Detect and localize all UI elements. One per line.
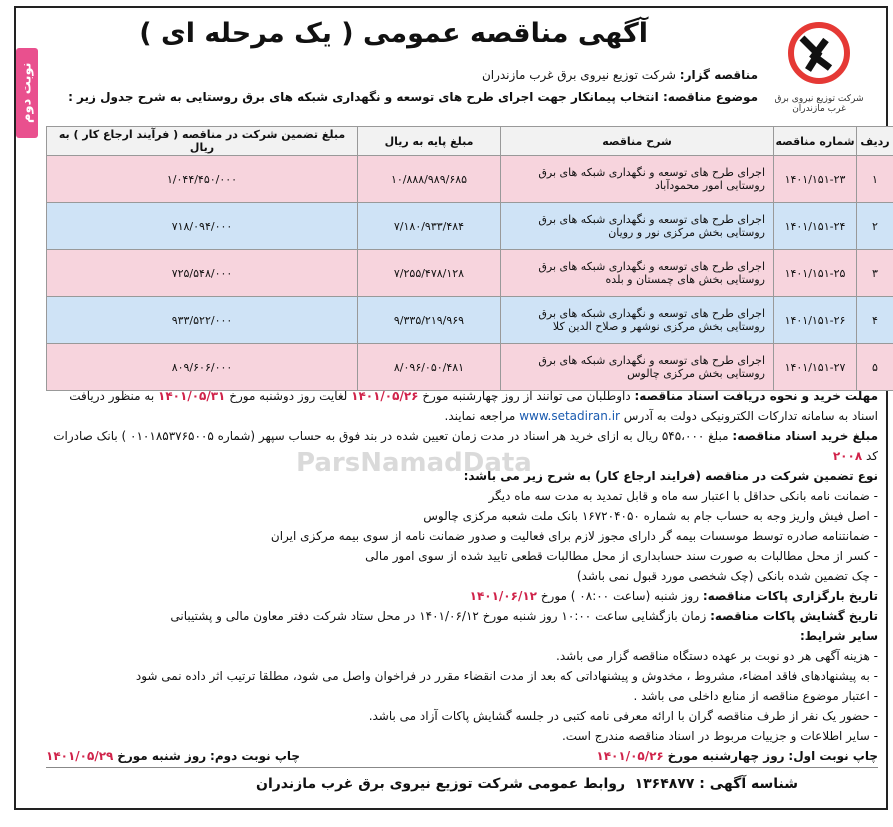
open-date: تاریخ گشایش پاکات مناقصه: زمان بازگشایی ساعت ۱۰:۰۰ روز شنبه مورخ ۱۴۰۱/۰۶/۱۲ در محل ستاد شرکت دفتر معاون مالی و پشتیبانی — [170, 609, 878, 623]
list-item: - اعتبار موضوع مناقصه از منابع داخلی می باشد . — [633, 689, 878, 703]
watermark: ParsNamadData — [296, 448, 532, 478]
table-row: ۴ ۱۴۰۱/۱۵۱-۲۶ اجرای طرح های توسعه و نگهداری شبکه های برق روستایی بخش مرکزی نوشهر و صلاح الدین کلا ۹/۳۳۵/۲۱۹/۹۶۹ ۹۳۳/۵۲۲/۰۰۰ — [47, 297, 893, 344]
tender-notice — [14, 6, 888, 810]
col-number: شماره مناقصه — [774, 127, 857, 156]
list-item: - ضمانت نامه بانکی حداقل با اعتبار سه ماه و قابل تمدید به مدت سه ماه دیگر — [488, 489, 878, 503]
lightning-logo-icon — [784, 18, 854, 88]
public-relations: روابط عمومی شرکت توزیع نیروی برق غرب مازندران — [256, 776, 626, 792]
notice-body — [46, 386, 878, 766]
list-item: - چک تضمین شده بانکی (چک شخصی مورد قبول نمی باشد) — [576, 569, 878, 583]
deliver-date: تاریخ بارگزاری پاکات مناقصه: روز شنبه (ساعت ۰۸:۰۰ ) مورخ ۱۴۰۱/۰۶/۱۲ — [469, 589, 878, 603]
tender-table — [46, 126, 893, 391]
col-base-amount: مبلغ پایه به ریال — [358, 127, 501, 156]
notice-footer — [46, 767, 878, 802]
subject-line: موضوع مناقصه: انتخاب پیمانکار جهت اجرای طرح های توسعه و نگهداری شبکه های برق روستایی به شرح جدول زیر : — [68, 90, 758, 104]
guarantee-heading: نوع تضمین شرکت در مناقصه (فرایند ارجاع کار) به شرح زیر می باشد: — [463, 469, 878, 483]
ad-id: شناسه آگهی : ۱۳۶۴۸۷۷ — [634, 776, 798, 792]
list-item: - هزینه آگهی هر دو نوبت بر عهده دستگاه مناقصه گزار می باشد. — [556, 649, 878, 663]
other-conditions-heading: سایر شرایط: — [800, 629, 878, 643]
col-row: ردیف — [857, 127, 893, 156]
purchase-amount: مبلغ خرید اسناد مناقصه: مبلغ ۵۴۵،۰۰۰ ریال به ازای خرید هر اسناد در مدت زمان تعیین شده در بند فوق به حساب سپهر (شماره ۰۱۰۱۸۵۳۷۶۵۰۰۵ ) بانک صادرات کد ۲۰۰۸ — [53, 429, 878, 463]
list-item: - کسر از محل مطالبات به صورت سند حسابداری از محل مطالبات قطعی تایید شده از سوی امور مالی — [365, 549, 878, 563]
table-row: ۱ ۱۴۰۱/۱۵۱-۲۳ اجرای طرح های توسعه و نگهداری شبکه های برق روستایی امور محمودآباد ۱۰/۸۸۸/۹۸۹/۶۸۵ ۱/۰۴۴/۴۵۰/۰۰۰ — [47, 156, 893, 203]
issuer-line: مناقصه گزار: شرکت توزیع نیروی برق غرب مازندران — [481, 68, 758, 82]
print-dates: چاپ نوبت اول: روز چهارشنبه مورخ ۱۴۰۱/۰۵/۲۶ چاپ نوبت دوم: روز شنبه مورخ ۱۴۰۱/۰۵/۲۹ — [46, 749, 878, 763]
list-item: - ضمانتنامه صادره توسط موسسات بیمه گر دارای مجوز لازم برای فعالیت و صدور ضمانت نامه از سوی بیمه مرکزی ایران — [270, 529, 878, 543]
list-item: - به پیشنهادهای فاقد امضاء، مشروط ، مخدوش و پیشنهاداتی که بعد از مدت انقضاء مقرر در فراخوان واصل می شود، مطلقا ترتیب اثر داده نمی شود — [135, 669, 878, 683]
second-print-tag: نوبت دوم — [16, 48, 38, 138]
col-description: شرح مناقصه — [501, 127, 774, 156]
list-item: - سایر اطلاعات و جزییات مربوط در اسناد مناقصه مندرج است. — [561, 729, 878, 743]
notice-title: آگهی مناقصه عمومی ( یک مرحله ای ) — [139, 18, 648, 49]
purchase-deadline: مهلت خرید و نحوه دریافت اسناد مناقصه: داوطلبان می توانند از روز چهارشنبه مورخ ۱۴۰۱/۰۵/۲۶ لغایت روز دوشنبه مورخ ۱۴۰۱/۰۵/۳۱ به منظور دریافت اسناد به سامانه تدارکات الکترونیکی دولت به آدرس www.setadiran.ir مراجعه نمایند. — [69, 389, 878, 423]
table-row: ۲ ۱۴۰۱/۱۵۱-۲۴ اجرای طرح های توسعه و نگهداری شبکه های برق روستایی بخش مرکزی نور و رویان ۷/۱۸۰/۹۳۳/۴۸۴ ۷۱۸/۰۹۴/۰۰۰ — [47, 203, 893, 250]
logo-caption: شرکت توزیع نیروی برق غرب مازندران — [774, 94, 864, 114]
company-logo — [764, 18, 874, 118]
list-item: - اصل فیش واریز وجه به حساب جام به شماره ۱۶۷۲۰۴۰۵۰ بانک ملت شعبه مرکزی چالوس — [423, 509, 878, 523]
table-row: ۵ ۱۴۰۱/۱۵۱-۲۷ اجرای طرح های توسعه و نگهداری شبکه های برق روستایی بخش مرکزی چالوس ۸/۰۹۶/۰۵۰/۴۸۱ ۸۰۹/۶۰۶/۰۰۰ — [47, 344, 893, 391]
table-row: ۳ ۱۴۰۱/۱۵۱-۲۵ اجرای طرح های توسعه و نگهداری شبکه های برق روستایی بخش های چمستان و بلده ۷/۲۵۵/۴۷۸/۱۲۸ ۷۲۵/۵۴۸/۰۰۰ — [47, 250, 893, 297]
table-header-row — [47, 127, 893, 156]
list-item: - حضور یک نفر از طرف مناقصه گران با ارائه معرفی نامه کتبی در جلسه گشایش پاکات آزاد می باشد. — [368, 709, 878, 723]
notice-header — [46, 14, 878, 124]
setadiran-link[interactable]: www.setadiran.ir — [519, 409, 620, 423]
col-guarantee: مبلغ تضمین شرکت در مناقصه ( فرآیند ارجاع کار ) به ریال — [47, 127, 358, 156]
